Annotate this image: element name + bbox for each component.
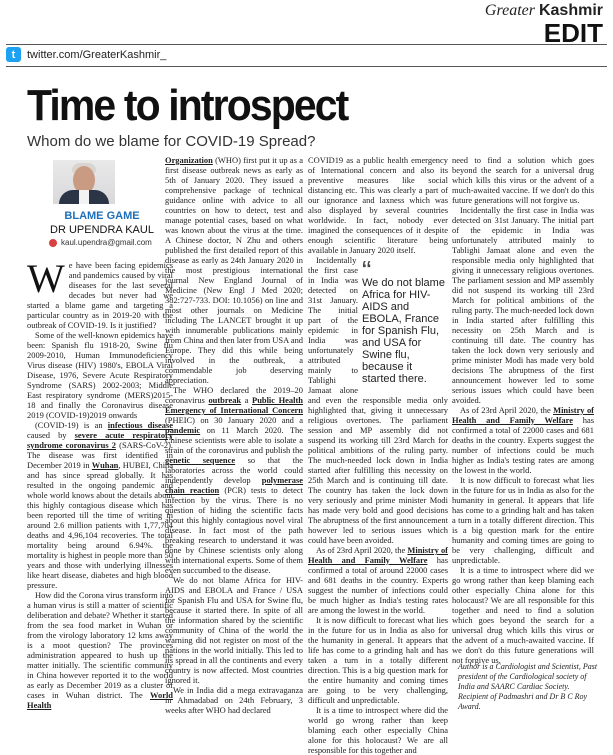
twitter-handle: twitter.com/GreaterKashmir_	[27, 48, 167, 61]
link-who[interactable]: World Health	[27, 690, 173, 710]
paragraph: It is a time to introspect where did the world go wrong rather than keep blaming each other especially China alone for this holocaust? We are all responsible for this together and	[308, 705, 448, 755]
pull-quote-text: We do not blame Africa for HIV-AIDS and EBOLA, France for Spanish Flu, and USA for Swine flu, because it started there.	[362, 277, 445, 385]
column-name: BLAME GAME	[64, 210, 140, 222]
paragraph: It is now difficult to forecast what lies in the future for us in India as also for the humanity in general. It appears that life has come to a grinding halt and has taken a turn in a totally different direction. This is a big question mark for the entire humanity and coming times are going to be very challenging, difficult and unpredictable.	[452, 475, 594, 565]
masthead-name: Kashmir	[538, 2, 603, 19]
link-ministry-health[interactable]: Ministry of Health and Family Welfare	[308, 545, 448, 565]
author-email[interactable]	[49, 238, 152, 247]
paragraph: The WHO declared the 2019–20 coronavirus outbreak a Public Health Emergency of International Concern (PHEIC) on 30 January 2020 and a pandemic on 11 March 2020. The Chinese scientists were able to isolate a strain of the coronavirus and publish the genetic sequence so that the laboratories across the world could independently develop polymerase chain reaction (PCR) tests to detect infection by the virus. There is no question of hiding the scientific facts about this highly contagious novel viral disease. In fact most of the path breaking research to understand it was done by Chinese scientists only along with international experts. Some of them even succumbed to the disease.	[165, 385, 304, 575]
paragraph: How did the Corona virus transform into a human virus is still a matter of scientific deliberation and debate? Whether it started from the sea food market in Wuhan or from the virology laboratory 12 kms away is a moot question? The provinces administration appeared to hush up the matter initially. The scientific community in China however reported it to the world as early as December 2019 as a cluster of cases in Wuhan district. The World Health	[27, 590, 173, 710]
link-organization[interactable]: Organization	[165, 155, 213, 165]
paragraph: Organization (WHO) first put it up as a first disease outbreak news as early as 5th of January 2020. They issued a comprehensive package of technical guidance online with advice to all countries on how to detect, test and manage potential cases, based on what was known about the virus at the time. A Chinese doctor, N Zhu and others published the first detailed report of this disease as early as 24th January 2020 in the most prestigious international journal New England Journal of Medicine (New Engl J Med 2020; 382:727-733. DOI: 10.1056) on line and most other journals on Medicine including The LANCET brought it up with innumerable publications mainly from China and then later from USA and Europe. They did this while being involved in the outbreak, a commendable job deserving appreciation.	[165, 155, 304, 385]
paragraph: Incidentally the first case in India was detected on 31st January. The initial part of the epidemic in India was unfortunately attributed mainly to Tablighi Jamaat alone and even the responsible media only highlighted that, giving it unnecessary religious overtones. The parliament session and MP assembly did not suspend its working till 23rd March for political ambitions of the ruling party. The much-needed lock down in India started after fulfilling this necessity on 25th March and is continuing till date. The country has taken the lock down very seriously and prime minister Modi has made very bold and good decisions The abruptness of the first announcement however led to serious issues which could have been avoided.	[308, 255, 448, 545]
link-outbreak[interactable]: outbreak	[208, 395, 242, 405]
link-sars-cov-2[interactable]: severe acute respiratory syndrome coronavirus 2	[27, 430, 173, 450]
author-note: Author is a Cardiologist and Scientist, Past president of the Cardiological society of India and SAARC Cardiac Society. Recipient of Padmashri and Dr B C Roy Award.	[458, 662, 598, 711]
paragraph: COVID19 as a public health emergency of International concern and also its preventive measures like social distancing etc. This was clearly a part of our ignorance and laxness which was also displayed by several countries worldwide. In fact, nobody ever imagined the consequences of it despite enough scientific literature being available in January 2020 itself.	[308, 155, 448, 255]
author-name: DR UPENDRA KAUL	[50, 224, 154, 236]
paragraph: Incidentally the first case in India was detected on 31st January. The initial part of the epidemic in India was unfortunately attributed mainly to Tablighi Jamaat alone and even the responsible media only highlighted that giving it unnecessary religious overtones. The parliament session and MP assembly did not suspend its working till 23rd March for political ambitions of the ruling party. The much-needed lock down in India started after fulfilling this necessity on 25th March and is continuing till date. The country has taken the lock down very seriously and prime minister Modi has made very bold decisions The abruptness of the first announcement however led to some serious issues which could have been avoided.	[452, 205, 594, 405]
link-pheic[interactable]: Public Health Emergency of International Concern	[165, 395, 303, 415]
paragraph: Some of the well-known epidemics have been: Spanish flu 1918-20, Swine flu 2009-2010, Human Immunodeficiency Virus disease (HIV) 1980's, EBOLA Viral Disease, 1976, Severe Acute Respiratory Syndrome (SARS) 2002-2003; Middle East respiratory syndrome (MERS)2015-18 and finally the Coronavirus disease 2019 (COVID-19)2019 onwards	[27, 330, 173, 420]
author-photo	[53, 160, 115, 204]
link-infectious-disease[interactable]: infectious disease	[107, 420, 173, 430]
link-ministry-health-2[interactable]: Ministry of Health and Family Welfare	[452, 405, 594, 425]
paragraph: (COVID-19) is an infectious disease caused by severe acute respiratory syndrome coronavirus 2 (SARS-CoV-2). The disease was first identified in December 2019 in Wuhan, HUBEI, China and has since spread globally. It has resulted in the ongoing pandemic and whole world knows about the details about this highly contagious disease which has been reported till the time of writing in around 2.6 million patients with 1,77,704 deaths and 4,96,104 recoveries. The total mortality being around 6.94%. the mortality is highest in people more than 50 years and those with underlying illnesses like heart disease, diabetes and high blood pressure.	[27, 420, 173, 590]
quote-mark-icon: “	[362, 255, 372, 286]
paragraph: We do not blame Africa for HIV-AIDS and EBOLA and France / USA for Spanish Flu and USA for Swine flu, because it started there. In spite of all the information shared by the scientific community of China of the world the warning did not register on most of the nations in the world initially. This led to its spread in all the continents and every country is now affected. Most countries ignored it.	[165, 575, 303, 685]
paragraph: need to find a solution which goes beyond the search for a universal drug which kills this virus or the advent of a much-awaited vaccine. If we don't do this future generations will not forgive us.	[452, 155, 594, 205]
article-column-4	[452, 155, 594, 665]
section-label: EDIT	[543, 18, 603, 48]
article-subtitle: Whom do we blame for COVID-19 Spread?	[27, 133, 316, 150]
paragraph: We in India did a mega extravaganza in Ahmadabad on 24th February, 3 weeks after WHO had declared	[165, 685, 303, 715]
paragraph: As of 23rd April 2020, the Ministry of Health and Family Welfare has confirmed a total of 22000 cases and 681 deaths in the country. Experts suggest the number of infections could be much higher as India's testing rates are among the lowest in the world.	[452, 405, 594, 475]
article-title: Time to introspect	[27, 81, 348, 130]
article-column-3	[308, 155, 448, 755]
link-genetic-sequence[interactable]: genetic sequence	[165, 455, 236, 465]
paragraph: We have been facing epidemics and pandemics caused by viral diseases for the last several decades but never had we started a blame game and targeting a particular country as in 2019-20 with the outbreak of COVID-19. Is it justified?	[27, 256, 173, 330]
drop-cap: W	[27, 256, 65, 301]
article-column-1	[27, 256, 173, 710]
mail-icon	[49, 239, 57, 247]
article-column-2	[165, 155, 303, 715]
paragraph: It is a time to introspect where did we go wrong rather than keep blaming each other especially China alone for this holocaust? We are all responsible for this together and need to find a solution which goes beyond the search for a universal drug which kills this virus or the advent of a much-awaited vaccine. If we don't do this future generations will not forgive us.	[452, 565, 594, 665]
masthead-prefix: Greater	[484, 2, 535, 19]
link-pandemic[interactable]: pandemic	[165, 425, 201, 435]
twitter-link[interactable]	[6, 47, 166, 62]
author-email-text: kaul.upendra@gmail.com	[61, 238, 152, 247]
link-wuhan[interactable]: Wuhan	[91, 460, 119, 470]
header-divider	[6, 44, 607, 45]
twitter-icon: t	[6, 47, 21, 62]
paragraph: As of 23rd April 2020, the Ministry of Health and Family Welfare has confirmed a total of around 22000 cases and 681 deaths in the country. Experts suggest the number of infections could be much higher as India's testing rates are among the lowest in the world.	[308, 545, 448, 615]
paragraph: It is now difficult to forecast what lies in the future for us in India as also for the humanity in general. It appears that life has come to a grinding halt and has taken a turn in a totally different direction. This is a big question mark for the entire humanity and coming times are going to be very challenging, difficult and unpredictable.	[308, 615, 448, 705]
link-pcr[interactable]: polymerase chain reaction	[165, 475, 303, 495]
subheader-divider	[6, 66, 607, 67]
pull-quote	[362, 255, 448, 385]
